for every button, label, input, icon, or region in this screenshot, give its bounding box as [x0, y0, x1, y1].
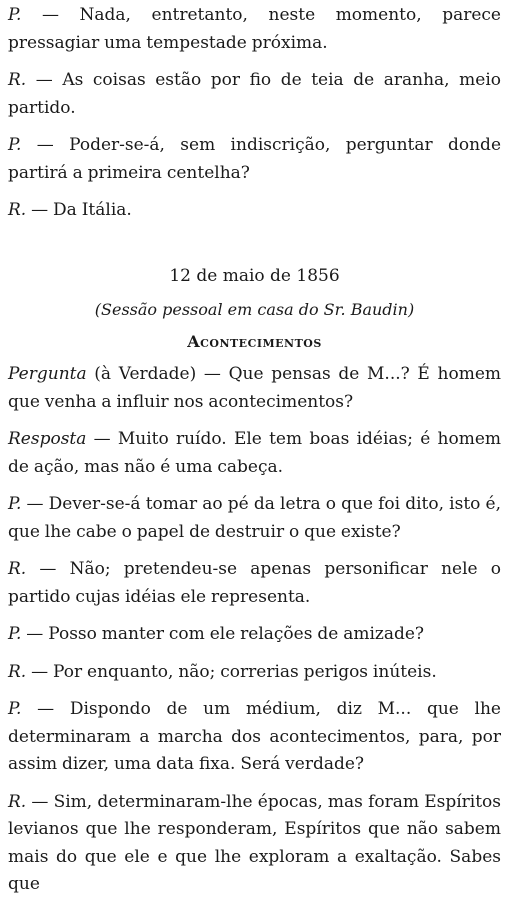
session-subtitle: (Sessão pessoal em casa do Sr. Baudin)	[94, 300, 415, 319]
speaker-label: R.	[8, 559, 27, 579]
paragraph-text: — Sim, determinaram-lhe épocas, mas foram Espíritos levianos que lhe responderam, Espíritos que não sabem mais do que ele e que lhe exploram a exaltação. Sabes que	[8, 791, 501, 894]
dialogue-paragraph	[8, 491, 501, 546]
dialogue-paragraph	[8, 426, 501, 481]
paragraph-text: (à Verdade) — Que pensas de M...? É homem que venha a influir nos acontecimentos?	[8, 364, 501, 412]
dialogue-paragraph	[8, 2, 501, 57]
dialogue-paragraph	[8, 361, 501, 416]
speaker-label: P.	[8, 5, 22, 25]
paragraph-text: — Dispondo de um médium, diz M... que lhe determinaram a marcha dos acontecimentos, para, por assim dizer, uma data fixa. Será verdade?	[8, 699, 501, 774]
dialogue-paragraph	[8, 789, 501, 899]
dialogue-paragraph	[8, 621, 501, 649]
dialogue-paragraph	[8, 197, 501, 225]
dialogue-paragraph	[8, 132, 501, 187]
dialogue-paragraph	[8, 67, 501, 122]
speaker-label: R.	[8, 791, 27, 812]
speaker-label: R.	[8, 70, 27, 90]
session-date: 12 de maio de 1856	[169, 265, 340, 286]
speaker-label: R.	[8, 661, 27, 682]
speaker-label: P.	[8, 699, 22, 719]
paragraph-text: — Por enquanto, não; correrias perigos inúteis.	[26, 661, 437, 682]
paragraph-text: — Nada, entretanto, neste momento, parece pressagiar uma tempestade próxima.	[8, 5, 501, 53]
dialogue-paragraph	[8, 659, 501, 687]
paragraph-text: — Dever-se-á tomar ao pé da letra o que foi dito, isto é, que lhe cabe o papel de destruir o que existe?	[8, 494, 501, 542]
speaker-label: P.	[8, 135, 22, 155]
dialogue-paragraph	[8, 556, 501, 611]
paragraph-text: — Poder-se-á, sem indiscrição, perguntar donde partirá a primeira centelha?	[8, 135, 501, 183]
speaker-label: P.	[8, 624, 22, 644]
speaker-label: Pergunta	[8, 364, 87, 384]
paragraph-text: — Posso manter com ele relações de amizade?	[21, 624, 425, 644]
paragraph-text: — Não; pretendeu-se apenas personificar nele o partido cujas idéias ele representa.	[8, 559, 501, 607]
paragraph-text: — As coisas estão por fio de teia de aranha, meio partido.	[8, 70, 501, 118]
paragraph-text: — Da Itália.	[26, 200, 132, 220]
section-heading: Acontecimentos	[187, 331, 322, 351]
dialogue-paragraph	[8, 696, 501, 779]
speaker-label: Resposta	[8, 429, 87, 449]
speaker-label: R.	[8, 200, 27, 220]
paragraph-text: — Muito ruído. Ele tem boas idéias; é homem de ação, mas não é uma cabeça.	[8, 429, 501, 477]
speaker-label: P.	[8, 494, 22, 514]
